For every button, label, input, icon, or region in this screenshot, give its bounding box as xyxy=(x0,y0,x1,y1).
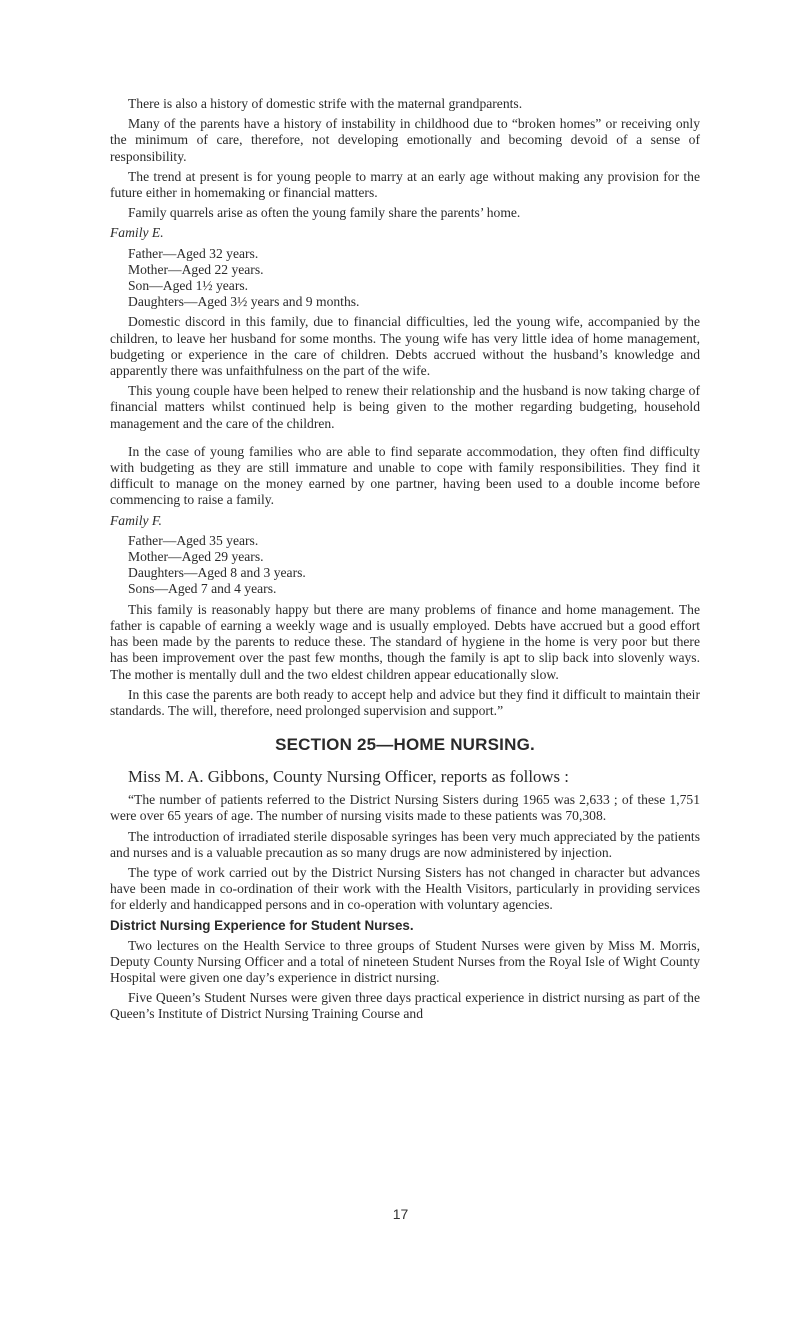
paragraph: The type of work carried out by the District Nursing Sisters has not changed in character but advances have been made in co-ordination of their work with the Health Visitors, particularly in providing services for elderly and handicapped persons and in co-operation with voluntary agencies. xyxy=(110,864,700,913)
spacer xyxy=(110,436,700,444)
document-page xyxy=(110,96,700,1027)
family-member: Father—Aged 32 years. xyxy=(128,245,259,261)
family-e-members xyxy=(128,246,700,311)
section-title: SECTION 25—HOME NURSING. xyxy=(275,735,535,755)
family-f-heading: Family F. xyxy=(110,512,162,528)
paragraph: Domestic discord in this family, due to financial difficulties, led the young wife, accompanied by the children, to leave her husband for some months. The young wife has very little idea of home management, budgeting or experience in the care of children. Debts accrued without the husband’s knowledge and apparently there was unfaithfulness on the part of the wife. xyxy=(110,314,700,379)
family-e-heading: Family E. xyxy=(110,225,164,241)
page-number: 17 xyxy=(392,1206,409,1222)
paragraph: There is also a history of domestic strife with the maternal grandparents. xyxy=(128,96,523,111)
paragraph: This young couple have been helped to renew their relationship and the husband is now taking charge of financial matters whilst continued help is being given to the mother regarding budgeting, household management and the care of the children. xyxy=(110,383,700,431)
paragraph: Family quarrels arise as often the young family share the parents’ home. xyxy=(128,205,521,221)
paragraph: The trend at present is for young people to marry at an early age without making any provision for the future either in homemaking or financial matters. xyxy=(110,168,700,201)
paragraph: In this case the parents are both ready to accept help and advice but they find it difficult to maintain their standards. The will, therefore, need prolonged supervision and support.” xyxy=(110,686,700,718)
paragraph: Five Queen’s Student Nurses were given three days practical experience in district nursing as part of the Queen’s Institute of District Nursing Training Course and xyxy=(110,990,700,1022)
paragraph: “The number of patients referred to the District Nursing Sisters during 1965 was 2,633 ; of these 1,751 were over 65 years of age. The number of nursing visits made to these patients was 70,308. xyxy=(110,792,700,824)
section-lead: Miss M. A. Gibbons, County Nursing Officer, reports as follows : xyxy=(128,767,569,787)
family-member: Mother—Aged 22 years. xyxy=(128,261,264,277)
paragraph: This family is reasonably happy but there are many problems of finance and home management. The father is capable of earning a weekly wage and is usually employed. Debts have accrued but a good effort has been made by the parents to reduce these. The standard of hygiene in the home is very poor but there has been improvement over the past few months, though the family is apt to slip back into slovenly ways. The mother is mentally dull and the two eldest children appear educationally slow. xyxy=(110,601,700,682)
subheading: District Nursing Experience for Student Nurses. xyxy=(110,917,414,933)
family-member: Daughters—Aged 3½ years and 9 months. xyxy=(128,294,360,310)
family-member: Sons—Aged 7 and 4 years. xyxy=(128,581,277,597)
paragraph: Two lectures on the Health Service to three groups of Student Nurses were given by Miss M. Morris, Deputy County Nursing Officer and a total of nineteen Student Nurses from the Royal Isle of Wight County Hospital were given one day’s experience in district nursing. xyxy=(110,937,700,985)
paragraph: Many of the parents have a history of instability in childhood due to “broken homes” or receiving only the minimum of care, therefore, not developing emotionally and becoming devoid of a sense of responsibility. xyxy=(110,116,700,164)
paragraph: In the case of young families who are able to find separate accommodation, they often find difficulty with budgeting as they are still immature and unable to cope with family responsibilities. They find it difficult to manage on the money earned by one partner, having been used to a double income before commencing to raise a family. xyxy=(110,443,700,508)
family-member: Father—Aged 35 years. xyxy=(128,532,259,548)
family-f-members xyxy=(128,533,700,598)
family-member: Daughters—Aged 8 and 3 years. xyxy=(128,565,306,581)
family-member: Mother—Aged 29 years. xyxy=(128,549,264,565)
family-member: Son—Aged 1½ years. xyxy=(128,278,249,294)
paragraph: The introduction of irradiated sterile disposable syringes has been very much appreciated by the patients and nurses and is a valuable precaution as so many drugs are now administered by injection. xyxy=(110,828,700,860)
